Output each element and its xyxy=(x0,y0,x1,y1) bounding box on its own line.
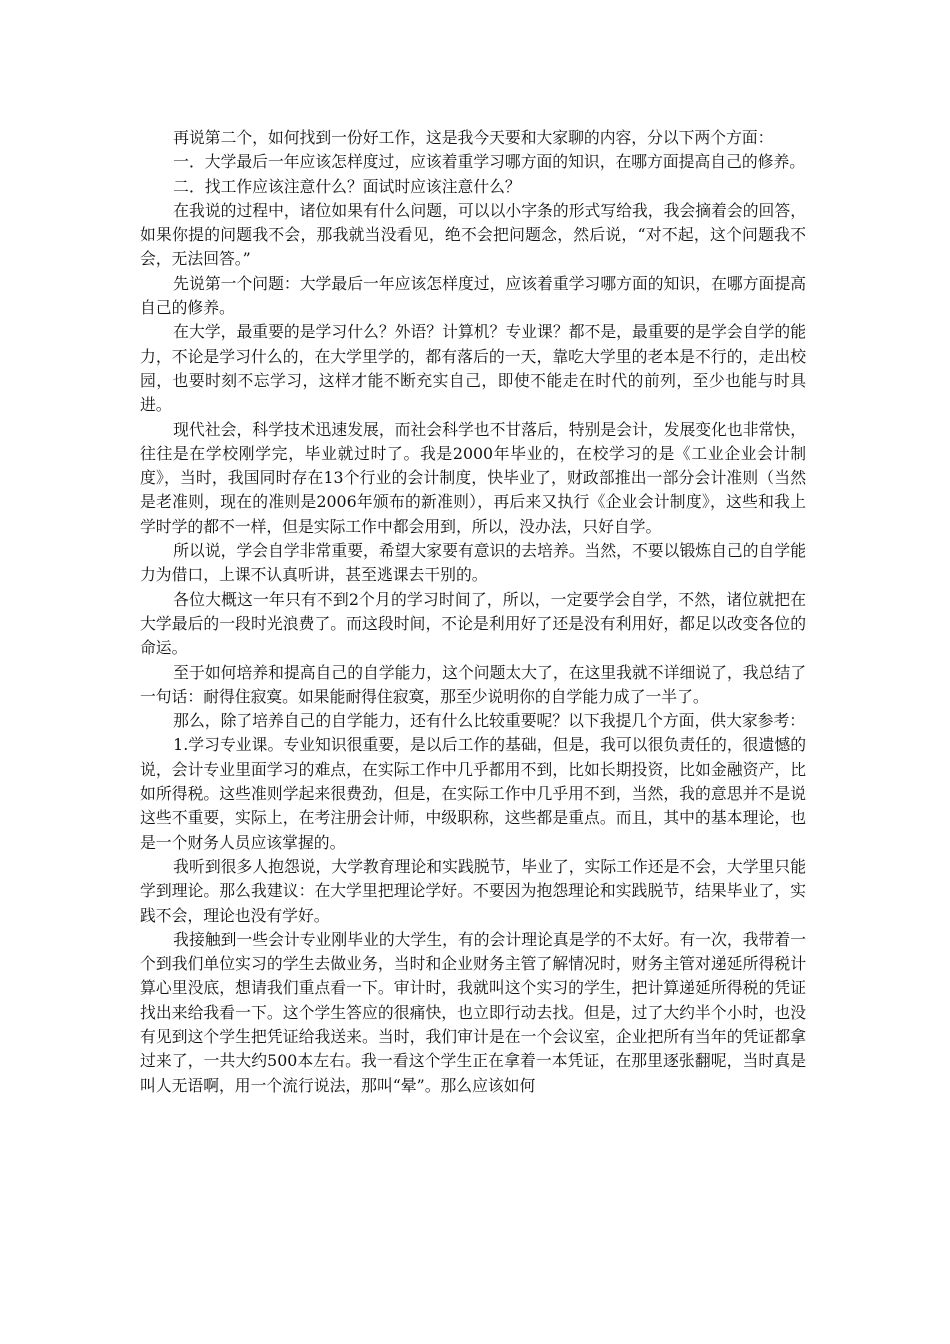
paragraph: 所以说，学会自学非常重要，希望大家要有意识的去培养。当然，不要以锻炼自己的自学能力为借口，上课不认真听讲，甚至逃课去干别的。 xyxy=(140,541,806,585)
paragraph: 我听到很多人抱怨说，大学教育理论和实践脱节，毕业了，实际工作还是不会，大学里只能学到理论。那么我建议：在大学里把理论学好。不要因为抱怨理论和实践脱节，结果毕业了，实践不会，理论也没有学好。 xyxy=(140,856,806,925)
paragraph: 1.学习专业课。专业知识很重要，是以后工作的基础，但是，我可以很负责任的，很遗憾的说，会计专业里面学习的难点，在实际工作中几乎都用不到，比如长期投资，比如金融资产，比如所得税。这些准则学起来很费劲，但是，在实际工作中几乎用不到，当然，我的意思并不是说这些不重要，实际上，在考注册会计师，中级职称，这些都是重点。而且，其中的基本理论，也是一个财务人员应该掌握的。 xyxy=(140,735,806,852)
paragraph: 在大学，最重要的是学习什么？外语？计算机？专业课？都不是，最重要的是学会自学的能力，不论是学习什么的，在大学里学的，都有落后的一天，靠吃大学里的老本是不行的，走出校园，也要时刻不忘学习，这样才能不断充实自己，即使不能走在时代的前列，至少也能与时具进。 xyxy=(140,322,806,415)
paragraph: 那么，除了培养自己的自学能力，还有什么比较重要呢？以下我提几个方面，供大家参考： xyxy=(173,711,806,731)
document-body xyxy=(140,126,806,1098)
paragraph: 现代社会，科学技术迅速发展，而社会科学也不甘落后，特别是会计，发展变化也非常快，往往是在学校刚学完，毕业就过时了。我是2000年毕业的，在校学习的是《工业企业会计制度》，当时，我国同时存在13个行业的会计制度，快毕业了，财政部推出一部分会计准则（当然是老准则，现在的准则是2006年颁布的新准则），再后来又执行《企业会计制度》，这些和我上学时学的都不一样，但是实际工作中都会用到，所以，没办法，只好自学。 xyxy=(140,419,806,536)
paragraph: 二．找工作应该注意什么？面试时应该注意什么？ xyxy=(173,176,521,196)
paragraph: 至于如何培养和提高自己的自学能力，这个问题太大了，在这里我就不详细说了，我总结了一句话：耐得住寂寞。如果能耐得住寂寞，那至少说明你的自学能力成了一半了。 xyxy=(140,662,806,706)
paragraph: 在我说的过程中，诸位如果有什么问题，可以以小字条的形式写给我，我会摘着会的回答，如果你提的问题我不会，那我就当没看见，绝不会把问题念，然后说，“对不起，这个问题我不会，无法回答。” xyxy=(140,200,806,269)
paragraph: 先说第一个问题：大学最后一年应该怎样度过，应该着重学习哪方面的知识，在哪方面提高自己的修养。 xyxy=(140,273,806,318)
paragraph: 再说第二个，如何找到一份好工作，这是我今天要和大家聊的内容，分以下两个方面： xyxy=(173,128,774,147)
paragraph: 一．大学最后一年应该怎样度过，应该着重学习哪方面的知识，在哪方面提高自己的修养。 xyxy=(173,152,806,172)
paragraph: 我接触到一些会计专业刚毕业的大学生，有的会计理论真是学的不太好。有一次，我带着一个到我们单位实习的学生去做业务，当时和企业财务主管了解情况时，财务主管对递延所得税计算心里没底，想请我们重点看一下。审计时，我就叫这个实习的学生，把计算递延所得税的凭证找出来给我看一下。这个学生答应的很痛快，也立即行动去找。但是，过了大约半个小时，也没有见到这个学生把凭证给我送来。当时，我们审计是在一个会议室，企业把所有当年的凭证都拿过来了，一共大约500本左右。我一看这个学生正在拿着一本凭证，在那里逐张翻呢，当时真是叫人无语啊，用一个流行说法，那叫“晕”。那么应该如何 xyxy=(140,929,806,1095)
paragraph: 各位大概这一年只有不到2个月的学习时间了，所以，一定要学会自学，不然，诸位就把在大学最后的一段时光浪费了。而这段时间，不论是利用好了还是没有利用好，都足以改变各位的命运。 xyxy=(140,589,806,658)
